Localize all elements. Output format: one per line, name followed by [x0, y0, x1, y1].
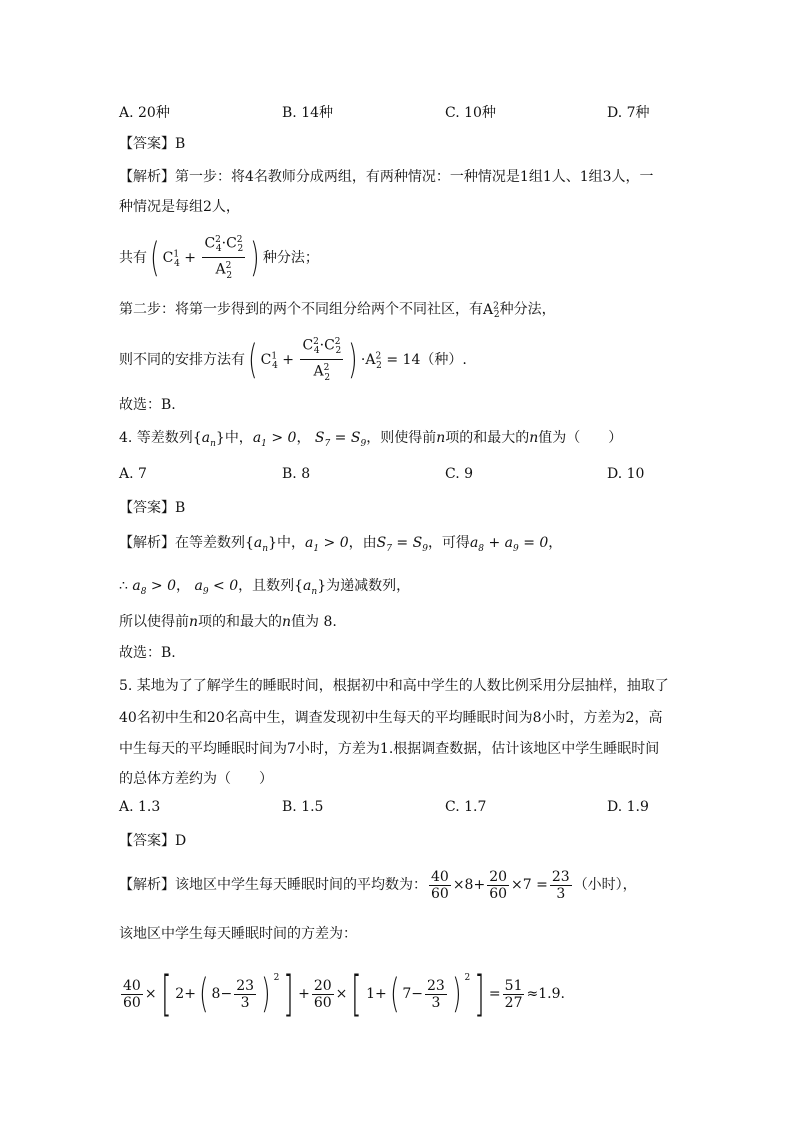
stem-math: n [436, 430, 446, 446]
q4-stem: 4. 等差数列$\{a_n\}$中，$a_1 > 0$， $S_7 = S_9$，则使得前n项的和最大的n值为（ ） [119, 430, 623, 449]
analysis-part: 为递减数列， [326, 578, 411, 594]
q5-stem-line1: 5. 某地为了了解学生的睡眠时间，根据初中和高中学生的人数比例采用分层抽样，抽取了 [119, 678, 669, 694]
q4-conclusion: 故选：B. [119, 645, 176, 661]
right-bracket: ] [283, 966, 294, 1022]
left-bracket: [ [160, 966, 172, 1022]
fraction: $\frac{23}{3}$ [427, 977, 445, 1011]
fraction: $\frac{51}{27}$ [504, 977, 523, 1011]
q5-variance-label: 该地区中学生每天睡眠时间的方差为： [119, 926, 357, 942]
q4-option-a: A. 7 [119, 466, 147, 482]
stem-part: 项的和最大的 [445, 430, 530, 446]
stem-part: 4. 等差数列 [119, 430, 193, 446]
total-suffix: 种分法； [262, 249, 319, 266]
q5-stem-line4: 的总体方差约为（ ） [119, 771, 273, 787]
stem-math: n [529, 430, 539, 446]
fraction: $\frac{40}{60}$ [431, 868, 449, 902]
analysis-part: 所以使得前 [119, 614, 189, 630]
q3-result-formula [119, 334, 467, 386]
q5-stem-line2: 40名初中生和20名高中生，调查发现初中生每天的平均睡眠时间为8小时，方差为2，高 [119, 710, 663, 726]
analysis-math: n [282, 614, 292, 630]
q3-conclusion: 故选：B. [119, 397, 176, 413]
q4-analysis-line3 [119, 612, 337, 632]
fraction: $\frac{23}{3}$ [551, 868, 570, 902]
analysis-math: $\{a_n\}$ [245, 535, 277, 554]
q5-variance-formula: $\frac{40}{60}$ ×[ 2+( 8− $\frac{23}{3}$ ) $^2$] + $\frac{20}{60}$ ×[ 1+( 7− $\frac{23}{3}$ ) $^2$] = $\frac{51}{27}$ ≈1.9. [123, 966, 565, 1022]
step2-math: $A^2_2$ [483, 301, 500, 321]
stem-part: 中， [224, 430, 253, 446]
analysis-part: ，且数列 [238, 578, 295, 594]
analysis-math: $S_7 = S_9$ [376, 535, 428, 554]
q5-stem-line3: 中生每天的平均睡眠时间为7小时，方差为1.根据调查数据，估计该地区中学生睡眠时间 [119, 741, 660, 757]
stem-math: $S_7 = S_9$ [314, 430, 367, 449]
q4-option-c: C. 9 [445, 466, 474, 482]
q5-option-d: D. 1.9 [607, 799, 649, 815]
q5-option-a: A. 1.3 [119, 799, 161, 815]
analysis-part: ，由 [348, 535, 377, 551]
analysis-math: $a_8 > 0$ [132, 578, 177, 597]
q4-option-d: D. 10 [607, 466, 645, 482]
step2-prefix: 第二步：将第一步得到的两个不同组分给两个不同社区，有 [119, 301, 483, 318]
total-prefix: 共有 [119, 249, 147, 266]
analysis-part: 在等差数列 [175, 535, 245, 551]
q4-analysis-line1: 【解析】在等差数列$\{a_n\}$中，$a_1 > 0$，由$S_7 = S_9$，可得$a_8 + a_9 = 0$， [119, 535, 563, 554]
analysis-part: 项的和最大的 [198, 614, 283, 630]
q4-options [119, 466, 679, 486]
q3-option-c: C. 10种 [445, 105, 496, 121]
fraction: $\frac{C^2_4\cdot C^2_2}{A^2_2}$ [300, 334, 343, 386]
q3-option-a: A. 20种 [119, 105, 170, 121]
analysis-math: $a_8 + a_9 = 0$ [469, 535, 549, 554]
left-paren: ( [150, 234, 160, 281]
q3-analysis-line1 [119, 167, 654, 187]
stem-part: ，则使得前 [366, 430, 437, 446]
analysis-label: 【解析】 [119, 535, 175, 551]
formula-tail: $\cdot A^2_2$ [360, 351, 382, 371]
q5-answer: 【答案】D [119, 833, 187, 849]
q4-analysis-line2: ∴ $a_8 > 0$， $a_9 < 0$，且数列$\{a_n\}$为递减数列， [119, 578, 411, 597]
fraction: $\frac{C^2_4\cdot C^2_2}{A^2_2}$ [202, 232, 245, 284]
q3-analysis-line2: 种情况是每组2人， [119, 199, 240, 215]
fraction: $\frac{20}{60}$ [313, 977, 332, 1011]
result-value: = 14（种）. [386, 351, 467, 368]
analysis-math: $a_9 < 0$ [194, 578, 239, 597]
left-paren: ( [248, 336, 258, 383]
q4-answer: 【答案】B [119, 500, 186, 516]
q4-option-b: B. 8 [282, 466, 311, 482]
stem-math: $\{a_n\}$ [192, 430, 225, 449]
right-paren: ) [261, 971, 271, 1017]
analysis-part: 中， [277, 535, 305, 551]
analysis-part: ，可得 [427, 535, 470, 551]
mean-prefix: 该地区中学生每天睡眠时间的平均数为： [175, 877, 427, 893]
fraction: $\frac{20}{60}$ [489, 868, 508, 902]
right-paren: ) [451, 971, 462, 1017]
q5-options [119, 799, 679, 819]
analysis-part: ∴ [119, 578, 128, 594]
q3-answer: 【答案】B [119, 136, 186, 152]
result-prefix: 则不同的安排方法有 [119, 351, 245, 368]
q3-total-formula [119, 232, 319, 284]
left-bracket: [ [351, 966, 362, 1022]
q5-option-b: B. 1.5 [282, 799, 324, 815]
fraction: $\frac{23}{3}$ [236, 977, 255, 1011]
analysis-math: $\{a_n\}$ [294, 578, 327, 597]
formula-body: $C^1_4$ + [162, 249, 201, 269]
q5-mean-formula: 【解析】该地区中学生每天睡眠时间的平均数为： $\frac{40}{60}$ ×8+ $\frac{20}{60}$ ×7 = $\frac{23}{3}$ （小时）， [119, 868, 637, 902]
left-paren: ( [199, 971, 209, 1017]
left-paren: ( [389, 971, 400, 1017]
stem-part: 值为（ ） [538, 430, 623, 446]
formula-body: $C^1_4$ + [260, 351, 299, 371]
analysis-label: 【解析】 [119, 169, 175, 185]
q3-option-b: B. 14种 [282, 105, 334, 121]
stem-math: $a_1 > 0$ [252, 430, 297, 449]
fraction: $\frac{40}{60}$ [123, 977, 141, 1011]
q3-step2 [119, 296, 556, 325]
mean-unit: （小时）， [573, 877, 637, 893]
analysis-math: n [189, 614, 199, 630]
analysis-part: 值为 8. [291, 614, 337, 630]
q3-option-d: D. 7种 [607, 105, 650, 121]
q3-options [119, 102, 679, 122]
analysis-text: 第一步：将4名教师分成两组，有两种情况：一种情况是1组1人、1组3人，一 [175, 169, 654, 185]
q5-option-c: C. 1.7 [445, 799, 487, 815]
analysis-label: 【解析】 [119, 877, 175, 893]
step2-suffix: 种分法， [499, 301, 556, 318]
right-paren: ) [250, 234, 260, 281]
analysis-math: $a_1 > 0$ [305, 535, 349, 554]
right-paren: ) [348, 336, 358, 383]
right-bracket: ] [474, 966, 485, 1022]
